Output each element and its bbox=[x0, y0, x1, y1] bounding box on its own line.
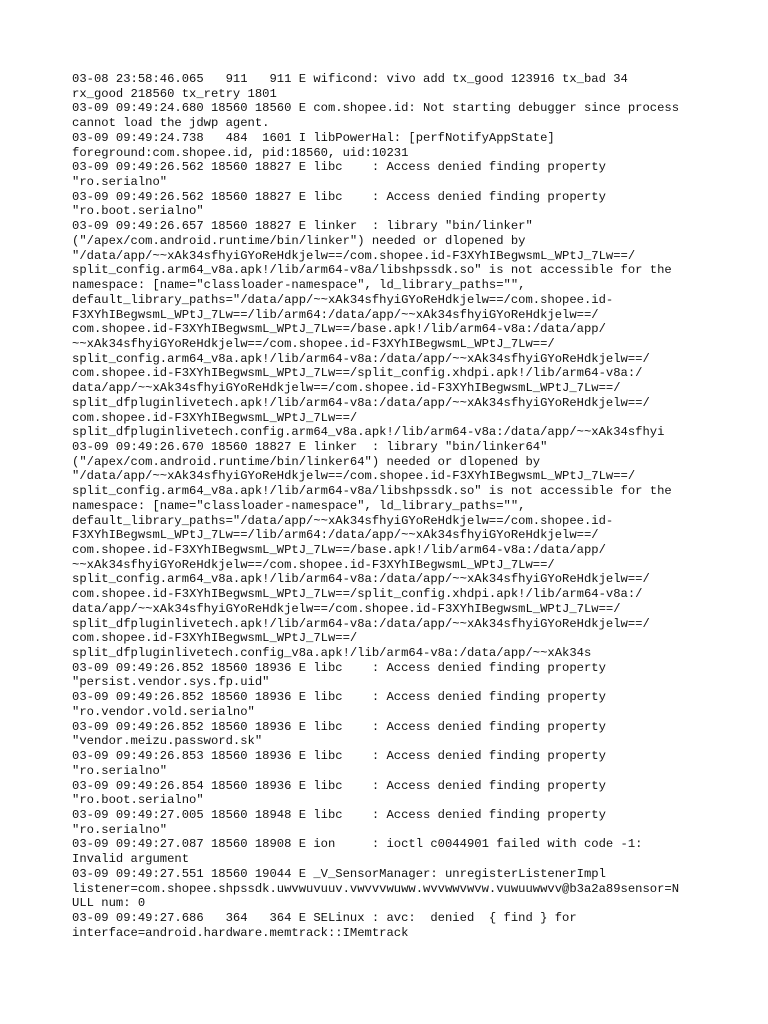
log-line: 03-09 09:49:26.852 18560 18936 E libc : Access denied finding property bbox=[72, 719, 606, 734]
log-line: split_config.arm64_v8a.apk!/lib/arm64-v8a:/data/app/~~xAk34sfhyiGYoReHdkjelw==/ bbox=[72, 572, 650, 587]
log-line: split_config.arm64_v8a.apk!/lib/arm64-v8a/libshpssdk.so" is not accessible for the bbox=[72, 484, 672, 499]
log-line: "ro.serialno" bbox=[72, 763, 168, 778]
log-line: 03-09 09:49:27.686 364 364 E SELinux : avc: denied { find } for bbox=[72, 910, 577, 925]
log-line: 03-09 09:49:26.852 18560 18936 E libc : Access denied finding property bbox=[72, 690, 606, 705]
log-line: com.shopee.id-F3XYhIBegwsmL_WPtJ_7Lw==/ bbox=[72, 631, 358, 646]
log-line: interface=android.hardware.memtrack::IMemtrack bbox=[72, 925, 409, 940]
log-line: 03-09 09:49:26.852 18560 18936 E libc : Access denied finding property bbox=[72, 660, 606, 675]
log-line: "persist.vendor.sys.fp.uid" bbox=[72, 675, 270, 690]
log-line: ULL num: 0 bbox=[72, 896, 146, 911]
log-line: F3XYhIBegwsmL_WPtJ_7Lw==/lib/arm64:/data/app/~~xAk34sfhyiGYoReHdkjelw==/ bbox=[72, 307, 599, 322]
log-line: ("/apex/com.android.runtime/bin/linker64") needed or dlopened by bbox=[72, 454, 541, 469]
log-line: 03-09 09:49:24.738 484 1601 I libPowerHal: [perfNotifyAppState] bbox=[72, 130, 555, 145]
log-line: ~~xAk34sfhyiGYoReHdkjelw==/com.shopee.id-F3XYhIBegwsmL_WPtJ_7Lw==/ bbox=[72, 336, 555, 351]
log-line: "/data/app/~~xAk34sfhyiGYoReHdkjelw==/com.shopee.id-F3XYhIBegwsmL_WPtJ_7Lw==/ bbox=[72, 248, 636, 263]
log-line: split_dfpluginlivetech.config.arm64_v8a.apk!/lib/arm64-v8a:/data/app/~~xAk34sfhyi bbox=[72, 425, 665, 440]
log-line: "ro.boot.serialno" bbox=[72, 204, 204, 219]
log-line: "ro.serialno" bbox=[72, 175, 168, 190]
log-line: split_dfpluginlivetech.apk!/lib/arm64-v8a:/data/app/~~xAk34sfhyiGYoReHdkjelw==/ bbox=[72, 395, 650, 410]
log-line: "ro.vendor.vold.serialno" bbox=[72, 704, 255, 719]
log-line: com.shopee.id-F3XYhIBegwsmL_WPtJ_7Lw==/ bbox=[72, 410, 358, 425]
log-text-block bbox=[72, 72, 712, 940]
log-line: Invalid argument bbox=[72, 852, 190, 867]
log-line: "ro.boot.serialno" bbox=[72, 793, 204, 808]
log-line: rx_good 218560 tx_retry 1801 bbox=[72, 86, 277, 101]
log-line: split_config.arm64_v8a.apk!/lib/arm64-v8a:/data/app/~~xAk34sfhyiGYoReHdkjelw==/ bbox=[72, 351, 650, 366]
log-line: split_dfpluginlivetech.config_v8a.apk!/lib/arm64-v8a:/data/app/~~xAk34s bbox=[72, 646, 592, 661]
log-line: 03-09 09:49:26.854 18560 18936 E libc : Access denied finding property bbox=[72, 778, 606, 793]
log-line: split_config.arm64_v8a.apk!/lib/arm64-v8a/libshpssdk.so" is not accessible for the bbox=[72, 263, 672, 278]
log-line: 03-09 09:49:27.005 18560 18948 E libc : Access denied finding property bbox=[72, 807, 606, 822]
log-line: data/app/~~xAk34sfhyiGYoReHdkjelw==/com.shopee.id-F3XYhIBegwsmL_WPtJ_7Lw==/ bbox=[72, 381, 621, 396]
log-line: ("/apex/com.android.runtime/bin/linker") needed or dlopened by bbox=[72, 233, 526, 248]
log-line: namespace: [name="classloader-namespace", ld_library_paths="", bbox=[72, 498, 526, 513]
log-line: data/app/~~xAk34sfhyiGYoReHdkjelw==/com.shopee.id-F3XYhIBegwsmL_WPtJ_7Lw==/ bbox=[72, 601, 621, 616]
log-line: foreground:com.shopee.id, pid:18560, uid:10231 bbox=[72, 145, 409, 160]
log-line: "ro.serialno" bbox=[72, 822, 168, 837]
log-line: 03-09 09:49:27.551 18560 19044 E _V_SensorManager: unregisterListenerImpl bbox=[72, 866, 606, 881]
log-line: 03-09 09:49:27.087 18560 18908 E ion : ioctl c0044901 failed with code -1: bbox=[72, 837, 643, 852]
log-line: 03-09 09:49:26.853 18560 18936 E libc : Access denied finding property bbox=[72, 749, 606, 764]
log-line: "vendor.meizu.password.sk" bbox=[72, 734, 263, 749]
log-line: default_library_paths="/data/app/~~xAk34sfhyiGYoReHdkjelw==/com.shopee.id- bbox=[72, 292, 614, 307]
log-line: listener=com.shopee.shpssdk.uwvwuvuuv.vwvvvwuww.wvvwwvwvw.vuwuuwwvv@b3a2a89sensor=N bbox=[72, 881, 680, 896]
log-line: ~~xAk34sfhyiGYoReHdkjelw==/com.shopee.id-F3XYhIBegwsmL_WPtJ_7Lw==/ bbox=[72, 557, 555, 572]
log-line: com.shopee.id-F3XYhIBegwsmL_WPtJ_7Lw==/base.apk!/lib/arm64-v8a:/data/app/ bbox=[72, 543, 606, 557]
log-line: 03-09 09:49:26.657 18560 18827 E linker : library "bin/linker" bbox=[72, 219, 533, 234]
log-line: default_library_paths="/data/app/~~xAk34sfhyiGYoReHdkjelw==/com.shopee.id- bbox=[72, 513, 614, 528]
log-line: com.shopee.id-F3XYhIBegwsmL_WPtJ_7Lw==/split_config.xhdpi.apk!/lib/arm64-v8a:/ bbox=[72, 587, 643, 602]
log-line: "/data/app/~~xAk34sfhyiGYoReHdkjelw==/com.shopee.id-F3XYhIBegwsmL_WPtJ_7Lw==/ bbox=[72, 469, 636, 484]
log-line: cannot load the jdwp agent. bbox=[72, 116, 270, 131]
log-line: split_dfpluginlivetech.apk!/lib/arm64-v8a:/data/app/~~xAk34sfhyiGYoReHdkjelw==/ bbox=[72, 616, 650, 631]
log-line: F3XYhIBegwsmL_WPtJ_7Lw==/lib/arm64:/data/app/~~xAk34sfhyiGYoReHdkjelw==/ bbox=[72, 528, 599, 543]
log-line: 03-09 09:49:26.562 18560 18827 E libc : Access denied finding property bbox=[72, 189, 606, 204]
log-line: com.shopee.id-F3XYhIBegwsmL_WPtJ_7Lw==/split_config.xhdpi.apk!/lib/arm64-v8a:/ bbox=[72, 366, 643, 381]
log-line: 03-09 09:49:24.680 18560 18560 E com.shopee.id: Not starting debugger since process bbox=[72, 101, 680, 116]
log-line: 03-08 23:58:46.065 911 911 E wificond: vivo add tx_good 123916 tx_bad 34 bbox=[72, 72, 628, 86]
log-line: 03-09 09:49:26.562 18560 18827 E libc : Access denied finding property bbox=[72, 160, 606, 175]
log-line: namespace: [name="classloader-namespace", ld_library_paths="", bbox=[72, 278, 526, 293]
log-line: 03-09 09:49:26.670 18560 18827 E linker : library "bin/linker64" bbox=[72, 439, 548, 454]
log-line: com.shopee.id-F3XYhIBegwsmL_WPtJ_7Lw==/base.apk!/lib/arm64-v8a:/data/app/ bbox=[72, 322, 606, 337]
